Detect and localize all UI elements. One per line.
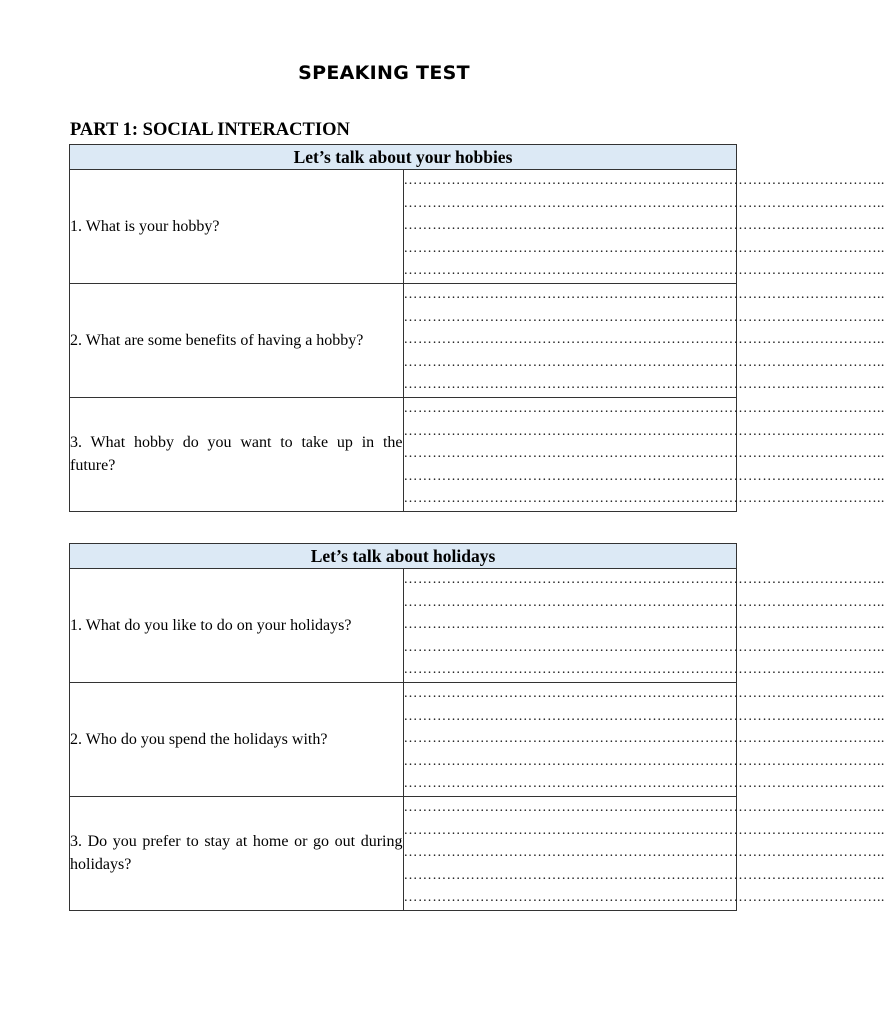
- answer-line: ………………………………………………………………………………………..: [403, 309, 885, 325]
- answer-line: ………………………………………………………………………………………..: [403, 468, 885, 484]
- answer-line: ………………………………………………………………………………………..: [403, 263, 885, 279]
- answer-cell[interactable]: [403, 569, 885, 683]
- answer-cell[interactable]: [403, 397, 885, 511]
- answer-cell[interactable]: [403, 170, 885, 284]
- answer-line: ………………………………………………………………………………………..: [403, 572, 885, 587]
- answer-line: ………………………………………………………………………………………..: [403, 799, 885, 815]
- answer-line: ………………………………………………………………………………………..: [403, 890, 885, 906]
- answer-line: ………………………………………………………………………………………..: [403, 173, 885, 188]
- answer-line: ………………………………………………………………………………………..: [403, 662, 885, 678]
- answer-cell[interactable]: [403, 682, 885, 796]
- page-title: SPEAKING TEST: [298, 62, 470, 84]
- answer-cell[interactable]: [403, 796, 885, 910]
- answer-line: ………………………………………………………………………………………..: [403, 753, 885, 769]
- answer-line: ………………………………………………………………………………………..: [403, 377, 885, 393]
- holidays-table: [69, 543, 885, 911]
- answer-line: ………………………………………………………………………………………..: [403, 332, 885, 348]
- answer-line: ………………………………………………………………………………………..: [403, 286, 885, 302]
- answer-line: ………………………………………………………………………………………..: [403, 423, 885, 439]
- question-text: 1. What is your hobby?: [70, 217, 220, 235]
- question-cell: [70, 283, 404, 397]
- answer-line: ………………………………………………………………………………………..: [403, 491, 885, 507]
- question-text: 2. What are some benefits of having a hobby?: [70, 331, 364, 349]
- answer-line: ………………………………………………………………………………………..: [403, 731, 885, 747]
- answer-line: ………………………………………………………………………………………..: [403, 639, 885, 655]
- answer-line: ………………………………………………………………………………………..: [403, 708, 885, 724]
- question-text: 3. Do you prefer to stay at home or go out during holidays?: [70, 833, 403, 874]
- answer-line: ………………………………………………………………………………………..: [403, 195, 885, 211]
- answer-line: ………………………………………………………………………………………..: [403, 594, 885, 610]
- answer-line: ………………………………………………………………………………………..: [403, 446, 885, 462]
- hobbies-table: [69, 144, 885, 512]
- question-cell: [70, 682, 404, 796]
- answer-line: ………………………………………………………………………………………..: [403, 240, 885, 256]
- question-cell: [70, 397, 404, 511]
- answer-line: ………………………………………………………………………………………..: [403, 776, 885, 792]
- answer-line: ………………………………………………………………………………………..: [403, 685, 885, 701]
- question-text: 2. Who do you spend the holidays with?: [70, 730, 328, 748]
- question-cell: [70, 170, 404, 284]
- answer-line: ………………………………………………………………………………………..: [403, 218, 885, 234]
- question-text: 3. What hobby do you want to take up in the future?: [70, 434, 403, 475]
- part-heading: PART 1: SOCIAL INTERACTION: [70, 120, 350, 140]
- question-cell: [70, 796, 404, 910]
- answer-line: ………………………………………………………………………………………..: [403, 617, 885, 633]
- question-text: 1. What do you like to do on your holidays?: [70, 616, 352, 634]
- answer-line: ………………………………………………………………………………………..: [403, 400, 885, 416]
- answer-line: ………………………………………………………………………………………..: [403, 845, 885, 861]
- answer-cell[interactable]: [403, 283, 885, 397]
- answer-line: ………………………………………………………………………………………..: [403, 867, 885, 883]
- answer-line: ………………………………………………………………………………………..: [403, 822, 885, 838]
- question-cell: [70, 569, 404, 683]
- table-heading-hobbies: Let’s talk about your hobbies: [70, 145, 737, 170]
- answer-line: ………………………………………………………………………………………..: [403, 354, 885, 370]
- table-heading-holidays: Let’s talk about holidays: [70, 544, 737, 569]
